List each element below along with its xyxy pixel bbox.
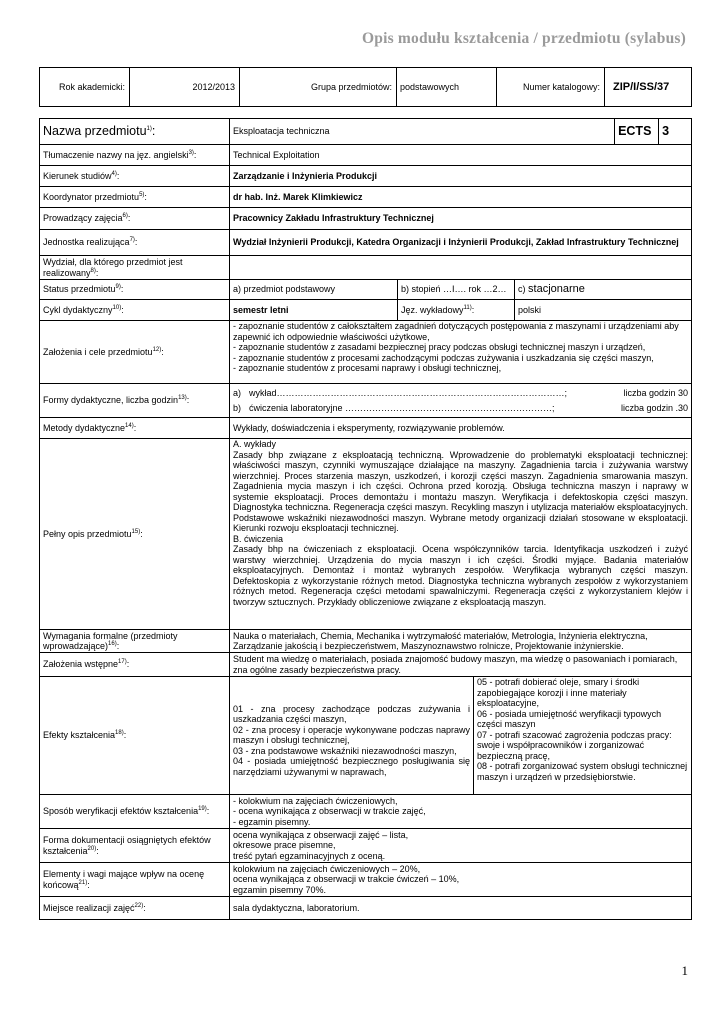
form-row-lab: b) ćwiczenia laboratoryjne ……………………………………………………………; liczba godzin .30 <box>233 403 689 413</box>
translation-value: Technical Exploitation <box>230 145 692 166</box>
description-label: Pełny opis przedmiotu$^{15)}$: <box>40 439 230 630</box>
group-value: podstawowych <box>397 68 497 107</box>
status-b: b) stopień …I…. rok …2… <box>398 280 515 300</box>
lang-value: polski <box>515 300 692 321</box>
ects-label: ECTS <box>615 119 659 145</box>
description-exercises: Zasady bhp na ćwiczeniach z eksploatacji. Ocena współczynników tarcia. Identyfikacja uszkodzeń i zużyć warstwy wierzchniej. Urządzenia do mycia maszyn i ich części. Środki myjące. Badania materiałów eksploatacyjnych. Demontaż i montaż wybranych zespołów. Weryfikacja wybranych części maszyn. Defektoskopia z wykorzystanie różnych metod. Diagnostyka techniczna wybranych zespołów z wykorzystaniem różnych metod. Regeneracja części metodami spawalniczymi. Regeneracja części z wykorzystaniem klejów i tworzyw sztucznych. Przykłady obliczeniowe związane z eksploatacją maszyn. <box>233 544 689 607</box>
forms-label: Formy dydaktyczne, liczba godzin$^{13)}$: <box>40 384 230 418</box>
description-value <box>230 439 692 630</box>
catalog-value: ZIP/I/SS/37 <box>605 68 692 107</box>
unit-value: Wydział Inżynierii Produkcji, Katedra Organizacji i Inżynierii Produkcji, Zakład Infrastruktury Technicznej <box>230 230 692 256</box>
teachers-label: Prowadzący zajęcia$^{6)}$: <box>40 208 230 230</box>
weights-value: kolokwium na zajęciach ćwiczeniowych – 20%, ocena wynikająca z obserwacji w trakcie ćwiczeń – 10%, egzamin pisemny 70%. <box>230 863 692 897</box>
prereq-value: Student ma wiedzę o materiałach, posiada znajomość budowy maszyn, ma wiedzę o pasowaniach i pomiarach, zna ogólne zasady bezpieczeństwa pracy. <box>230 653 692 677</box>
prereq-label: Założenia wstępne$^{17)}$: <box>40 653 230 677</box>
goal-item: - zapoznanie studentów z całokształtem zagadnień dotyczących postępowania z maszynami i urządzeniami aby zapewnić ich odpowiednie właściwości użytkowe, <box>233 321 679 342</box>
description-lectures: Zasady bhp związane z eksploatacją techniczną. Wprowadzenie do problematyki eksploatacji technicznej: właściwości maszyn, czynniki wymuszające działające na maszyny. Zagadnienia tarcia i zużywania warstwy wierzchniej. Proces starzenia maszyn, uszkodzeń, i korozji części maszyn. Zagadnienia smarowania maszyn. Zagadnienia mycia maszyn i ich części. Ochrona przed korozją. Obsługa techniczna maszyn i naprawy w systemie eksploatacji. Proces demontażu i montażu maszyn. Weryfikacja i defektoskopia części maszyn. Diagnostyka techniczna. Regeneracja części maszyn. Recykling maszyn i utylizacja materiałów eksploatacyjnych. Podstawowe wskaźniki niezawodności maszyn. Wybrane metody organizacji działań stosowane w eksploatacji. Kierunki rozwoju eksploatacji technicznej. <box>233 449 689 533</box>
effects-right: 05 - potrafi dobierać oleje, smary i środki zapobiegające korozji i inne materiały eksploatacyjne, 06 - posiada umiejętność weryfikacji typowych części maszyn 07 - potrafi szacować zagrożenia podczas pracy: swoje i współpracowników i zorganizować bezpieczną pracę, 08 - potrafi zorganizować system obsługi technicznej maszyn i urządzeń w przedsiębiorstwie. <box>474 677 692 795</box>
field-value: Zarządzanie i Inżynieria Produkcji <box>230 166 692 187</box>
faculty-label: Wydział, dla którego przedmiot jest realizowany$^{8)}$: <box>40 256 230 280</box>
description-lectures-heading: A. wykłady <box>233 439 277 449</box>
status-a: a) przedmiot podstawowy <box>230 280 398 300</box>
description-exercises-heading: B. ćwiczenia <box>233 533 284 544</box>
subject-name-value: Eksploatacja techniczna <box>230 119 615 145</box>
cycle-label: Cykl dydaktyczny$^{10)}$: <box>40 300 230 321</box>
catalog-label: Numer katalogowy: <box>497 68 605 107</box>
unit-label: Jednostka realizująca$^{7)}$: <box>40 230 230 256</box>
methods-value: Wykłady, doświadczenia i eksperymenty, rozwiązywanie problemów. <box>230 418 692 439</box>
effects-label: Efekty kształcenia$^{18)}$: <box>40 677 230 795</box>
field-label: Kierunek studiów$^{4)}$: <box>40 166 230 187</box>
status-label: Status przedmiotu$^{9)}$: <box>40 280 230 300</box>
goal-item: - zapoznanie studentów z procesami zachodzącymi podczas zużywania i uszkadzania się części maszyn, <box>233 352 654 363</box>
effects-left: 01 - zna procesy zachodzące podczas zużywania i uszkadzania części maszyn, 02 - zna procesy i operacje wykonywane podczas naprawy maszyn i obsługi technicznej, 03 - zna podstawowe wskaźniki niezawodności maszyn, 04 - posiada umiejętność bezpiecznego posługiwania się narzędziami używanymi w naprawach, <box>230 677 474 795</box>
status-c: c) stacjonarne <box>515 280 692 300</box>
teachers-value: Pracownicy Zakładu Infrastruktury Technicznej <box>230 208 692 230</box>
place-value: sala dydaktyczna, laboratorium. <box>230 897 692 920</box>
requirements-value: Nauka o materiałach, Chemia, Mechanika i wytrzymałość materiałów, Metrologia, Inżynieria elektryczna, Zarządzanie jakością i bezpieczeństwem, Maszynoznawstwo rolnicze, Projektowanie inżynierskie. <box>230 630 692 653</box>
forms-value <box>230 384 692 418</box>
page-number: 1 <box>681 963 688 978</box>
documentation-label: Forma dokumentacji osiągniętych efektów kształcenia$^{20)}$: <box>40 829 230 863</box>
coordinator-label: Koordynator przedmiotu$^{5)}$: <box>40 187 230 208</box>
year-label: Rok akademicki: <box>40 68 130 107</box>
goals-value <box>230 321 692 384</box>
subject-name-label: Nazwa przedmiotu$^{1)}$: <box>40 119 230 145</box>
group-label: Grupa przedmiotów: <box>240 68 397 107</box>
methods-label: Metody dydaktyczne$^{14)}$: <box>40 418 230 439</box>
form-row-lecture: a) wykład……………………………………………………………………………………; liczba godzin 30 <box>233 387 689 398</box>
lang-label: Jęz. wykładowy$^{11)}$: <box>398 300 515 321</box>
ects-value: 3 <box>659 119 692 145</box>
documentation-value: ocena wynikająca z obserwacji zajęć – lista, okresowe prace pisemne, treść pytań egzaminacyjnych z oceną. <box>230 829 692 863</box>
coordinator-value: dr hab. Inż. Marek Klimkiewicz <box>230 187 692 208</box>
goals-label: Założenia i cele przedmiotu$^{12)}$: <box>40 321 230 384</box>
verification-value: - kolokwium na zajęciach ćwiczeniowych, - ocena wynikająca z obserwacji w trakcie zajęć, - egzamin pisemny. <box>230 795 692 829</box>
syllabus-table <box>39 118 692 920</box>
faculty-value <box>230 256 692 280</box>
requirements-label: Wymagania formalne (przedmioty wprowadzające)$^{16)}$: <box>40 630 230 653</box>
goal-item: - zapoznanie studentów z zasadami bezpiecznej pracy podczas obsługi technicznej maszyn i urządzeń, <box>233 342 646 352</box>
translation-label: Tłumaczenie nazwy na jęz. angielski$^{3)}$: <box>40 145 230 166</box>
goal-item: - zapoznanie studentów z procesami naprawy i obsługi technicznej, <box>233 363 502 373</box>
catalog-header-table <box>39 67 692 107</box>
weights-label: Elementy i wagi mające wpływ na ocenę końcową$^{21)}$: <box>40 863 230 897</box>
document-title: Opis modułu kształcenia / przedmiotu (sylabus) <box>362 30 686 47</box>
cycle-value: semestr letni <box>230 300 398 321</box>
verification-label: Sposób weryfikacji efektów kształcenia$^{19)}$: <box>40 795 230 829</box>
year-value: 2012/2013 <box>130 68 240 107</box>
place-label: Miejsce realizacji zajęć$^{22)}$: <box>40 897 230 920</box>
